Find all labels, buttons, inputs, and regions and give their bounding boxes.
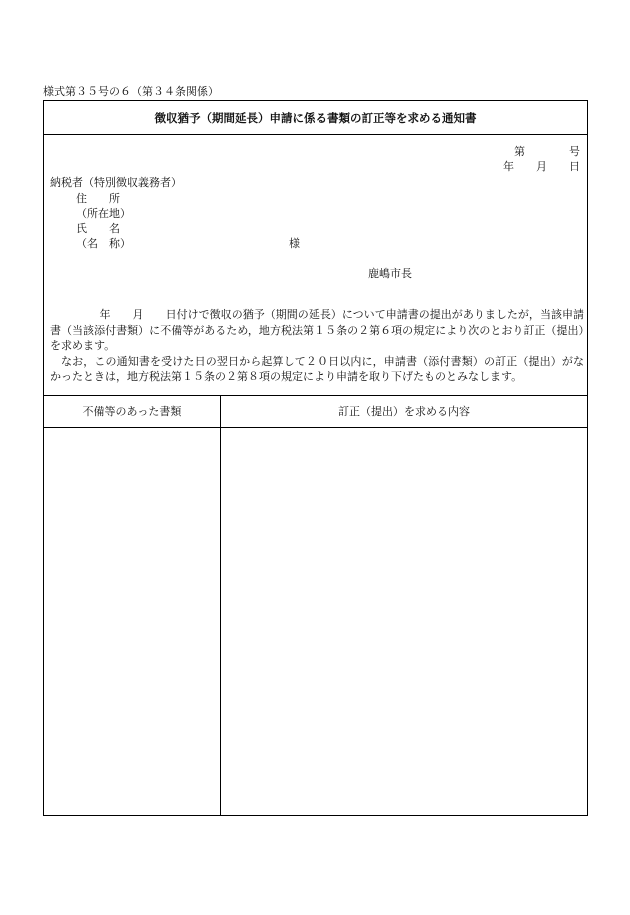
form-reference: 様式第３５号の６（第３４条関係） (43, 85, 219, 98)
honorific: 様 (289, 237, 300, 250)
notice-body (50, 307, 584, 385)
name-label: 氏 名 (76, 222, 120, 235)
document-date: 年 月 日 (503, 160, 580, 173)
body-paragraph-2: なお，この通知書を受けた日の翌日から起算して２０日以内に，申請書（添付書類）の訂正（提出）がなかったときは，地方税法第１５条の２第８項の規定により申請を取り下げたものとみなします。 (50, 354, 584, 383)
location-label: （所在地） (76, 207, 131, 220)
issuer-name: 鹿嶋市長 (368, 267, 412, 280)
document-title: 徴収猶予（期間延長）申請に係る書類の訂正等を求める通知書 (44, 101, 587, 135)
header-deficient-documents: 不備等のあった書類 (82, 405, 182, 418)
header-correction-content: 訂正（提出）を求める内容 (338, 405, 470, 418)
address-label: 住 所 (76, 192, 120, 205)
deficient-documents-cell (44, 428, 220, 814)
recipient-heading: 納税者（特別徴収義務者） (50, 176, 182, 189)
body-paragraph-1: 年 月 日付けで徴収の猶予（期間の延長）について申請書の提出がありましたが，当該申請書（当該添付書類）に不備等があるため，地方税法第１５条の２第６項の規定により次のとおり訂正（提出）を求めます。 (50, 308, 584, 352)
correction-content-cell (221, 428, 587, 814)
corporate-name-label: （名 称） (76, 237, 131, 250)
document-number: 第 号 (514, 145, 580, 158)
notice-form (43, 100, 588, 816)
